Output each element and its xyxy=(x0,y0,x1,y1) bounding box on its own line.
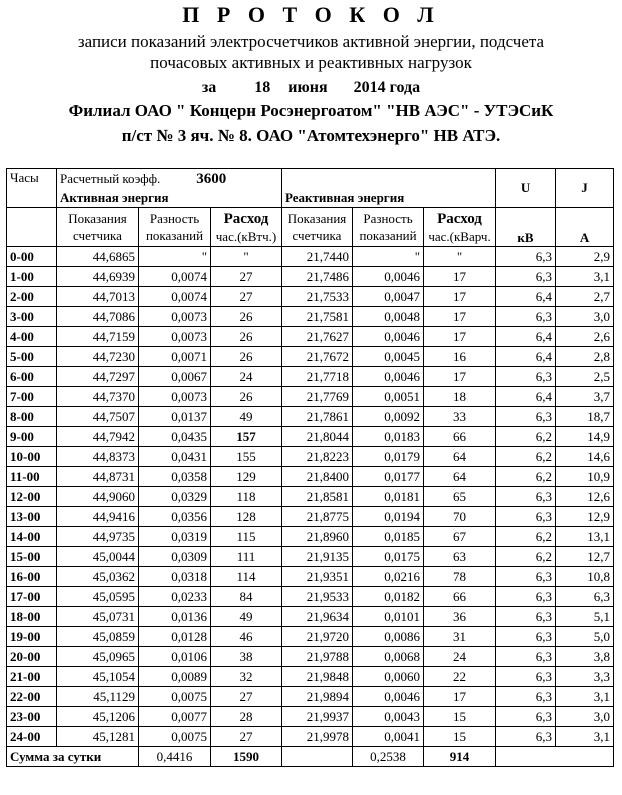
cell-current: 3,1 xyxy=(556,687,614,707)
cell-active-reading: 44,9060 xyxy=(57,487,139,507)
cell-active-flow: 27 xyxy=(211,687,282,707)
cell-active-diff: 0,0136 xyxy=(139,607,211,627)
cell-reactive-reading: 21,7861 xyxy=(282,407,353,427)
cell-reactive-flow: 66 xyxy=(424,587,496,607)
cell-reactive-diff: 0,0182 xyxy=(353,587,424,607)
table-row xyxy=(7,387,614,407)
cell-current: 3,1 xyxy=(556,727,614,747)
cell-active-diff: 0,0073 xyxy=(139,307,211,327)
cell-reactive-diff: 0,0046 xyxy=(353,687,424,707)
cell-reactive-reading: 21,7486 xyxy=(282,267,353,287)
cell-reactive-flow: 66 xyxy=(424,427,496,447)
cell-active-diff: 0,0106 xyxy=(139,647,211,667)
cell-voltage: 6,3 xyxy=(496,607,556,627)
cell-active-reading: 45,0044 xyxy=(57,547,139,567)
cell-voltage: 6,3 xyxy=(496,507,556,527)
table-row xyxy=(7,267,614,287)
cell-reactive-flow: 15 xyxy=(424,727,496,747)
hours-header: Часы xyxy=(7,169,57,208)
cell-reactive-flow: 65 xyxy=(424,487,496,507)
subtitle-line-1: записи показаний электросчетчиков активной энергии, подсчета xyxy=(77,32,545,51)
total-empty-uj xyxy=(496,747,614,767)
total-active-flow: 1590 xyxy=(211,747,282,767)
cell-active-reading: 44,7230 xyxy=(57,347,139,367)
cell-reactive-flow: 17 xyxy=(424,307,496,327)
cell-voltage: 6,3 xyxy=(496,567,556,587)
cell-current: 13,1 xyxy=(556,527,614,547)
cell-active-diff: 0,0074 xyxy=(139,267,211,287)
cell-reactive-flow: 17 xyxy=(424,267,496,287)
cell-active-reading: 44,8731 xyxy=(57,467,139,487)
cell-active-diff: 0,0356 xyxy=(139,507,211,527)
cell-current: 3,0 xyxy=(556,707,614,727)
cell-reactive-diff: 0,0068 xyxy=(353,647,424,667)
cell-active-flow: 26 xyxy=(211,387,282,407)
cell-current: 3,0 xyxy=(556,307,614,327)
cell-reactive-diff: 0,0177 xyxy=(353,467,424,487)
cell-reactive-diff: 0,0041 xyxy=(353,727,424,747)
cell-current: 14,9 xyxy=(556,427,614,447)
cell-active-reading: 44,6865 xyxy=(57,247,139,267)
cell-active-diff: 0,0358 xyxy=(139,467,211,487)
cell-hour: 8-00 xyxy=(7,407,57,427)
cell-hour: 9-00 xyxy=(7,427,57,447)
table-row xyxy=(7,327,614,347)
cell-active-flow: 84 xyxy=(211,587,282,607)
coef-cell xyxy=(57,169,282,189)
cell-reactive-diff: " xyxy=(353,247,424,267)
cell-active-reading: 44,7013 xyxy=(57,287,139,307)
table-row xyxy=(7,447,614,467)
cell-active-reading: 45,0859 xyxy=(57,627,139,647)
cell-hour: 7-00 xyxy=(7,387,57,407)
cell-hour: 10-00 xyxy=(7,447,57,467)
cell-reactive-reading: 21,7769 xyxy=(282,387,353,407)
cell-active-reading: 45,1129 xyxy=(57,687,139,707)
cell-reactive-diff: 0,0043 xyxy=(353,707,424,727)
cell-hour: 3-00 xyxy=(7,307,57,327)
coef-value: 3600 xyxy=(196,170,227,187)
cell-reactive-reading: 21,9894 xyxy=(282,687,353,707)
cell-active-reading: 44,7507 xyxy=(57,407,139,427)
cell-reactive-reading: 21,7533 xyxy=(282,287,353,307)
protocol-title: П Р О Т О К О Л xyxy=(182,2,440,27)
cell-active-flow: 28 xyxy=(211,707,282,727)
cell-active-reading: 44,7159 xyxy=(57,327,139,347)
cell-reactive-diff: 0,0051 xyxy=(353,387,424,407)
cell-reactive-reading: 21,9848 xyxy=(282,667,353,687)
cell-voltage: 6,2 xyxy=(496,547,556,567)
cell-reactive-reading: 21,7672 xyxy=(282,347,353,367)
cell-voltage: 6,4 xyxy=(496,347,556,367)
total-reactive-flow: 914 xyxy=(424,747,496,767)
cell-reactive-diff: 0,0048 xyxy=(353,307,424,327)
cell-reactive-reading: 21,8775 xyxy=(282,507,353,527)
cell-active-flow: 111 xyxy=(211,547,282,567)
cell-hour: 14-00 xyxy=(7,527,57,547)
cell-hour: 11-00 xyxy=(7,467,57,487)
table-row xyxy=(7,507,614,527)
cell-hour: 19-00 xyxy=(7,627,57,647)
cell-active-flow: 32 xyxy=(211,667,282,687)
cell-active-reading: 45,0731 xyxy=(57,607,139,627)
cell-voltage: 6,2 xyxy=(496,447,556,467)
cell-active-flow: 49 xyxy=(211,407,282,427)
cell-active-diff: 0,0074 xyxy=(139,287,211,307)
date-year: 2014 года xyxy=(353,79,421,96)
cell-reactive-flow: 18 xyxy=(424,387,496,407)
cell-reactive-diff: 0,0185 xyxy=(353,527,424,547)
cell-hour: 24-00 xyxy=(7,727,57,747)
cell-reactive-diff: 0,0179 xyxy=(353,447,424,467)
cell-active-reading: 45,0595 xyxy=(57,587,139,607)
cell-active-diff: 0,0075 xyxy=(139,727,211,747)
cell-hour: 23-00 xyxy=(7,707,57,727)
cell-reactive-flow: 33 xyxy=(424,407,496,427)
cell-active-diff: 0,0089 xyxy=(139,667,211,687)
cell-reactive-reading: 21,7440 xyxy=(282,247,353,267)
table-row xyxy=(7,727,614,747)
reactive-readings-header: Показания счетчика xyxy=(282,208,353,247)
cell-reactive-diff: 0,0101 xyxy=(353,607,424,627)
cell-voltage: 6,3 xyxy=(496,367,556,387)
cell-voltage: 6,3 xyxy=(496,587,556,607)
cell-active-flow: " xyxy=(211,247,282,267)
cell-reactive-diff: 0,0216 xyxy=(353,567,424,587)
cell-hour: 15-00 xyxy=(7,547,57,567)
cell-active-reading: 45,1054 xyxy=(57,667,139,687)
active-flow-header: Расход час.(кВтч.) xyxy=(211,208,282,247)
u-header: U xyxy=(496,169,556,208)
cell-active-diff: 0,0318 xyxy=(139,567,211,587)
cell-reactive-diff: 0,0060 xyxy=(353,667,424,687)
cell-hour: 16-00 xyxy=(7,567,57,587)
u-unit: кВ xyxy=(496,208,556,247)
total-active-diff: 0,4416 xyxy=(139,747,211,767)
total-empty xyxy=(282,747,353,767)
total-reactive-diff: 0,2538 xyxy=(353,747,424,767)
subtitle-line-2: почасовых активных и реактивных нагрузок xyxy=(150,53,472,72)
cell-reactive-diff: 0,0092 xyxy=(353,407,424,427)
total-row xyxy=(7,747,614,767)
cell-active-flow: 155 xyxy=(211,447,282,467)
j-unit: А xyxy=(556,208,614,247)
cell-active-reading: 45,0965 xyxy=(57,647,139,667)
cell-active-reading: 44,9735 xyxy=(57,527,139,547)
substation-line: п/ст № 3 яч. № 8. ОАО "Атомтехэнерго" НВ АТЭ. xyxy=(121,126,501,145)
cell-hour: 17-00 xyxy=(7,587,57,607)
cell-voltage: 6,3 xyxy=(496,487,556,507)
cell-voltage: 6,3 xyxy=(496,707,556,727)
cell-reactive-diff: 0,0045 xyxy=(353,347,424,367)
table-row xyxy=(7,527,614,547)
cell-reactive-diff: 0,0183 xyxy=(353,427,424,447)
table-row xyxy=(7,307,614,327)
cell-current: 10,9 xyxy=(556,467,614,487)
cell-reactive-reading: 21,8581 xyxy=(282,487,353,507)
active-energy-header: Активная энергия xyxy=(57,188,282,208)
cell-active-diff: 0,0435 xyxy=(139,427,211,447)
total-label: Сумма за сутки xyxy=(7,747,139,767)
date-month: июня xyxy=(288,79,328,96)
cell-reactive-flow: 15 xyxy=(424,707,496,727)
cell-reactive-flow: 64 xyxy=(424,447,496,467)
cell-active-reading: 45,1206 xyxy=(57,707,139,727)
cell-active-reading: 44,9416 xyxy=(57,507,139,527)
cell-active-flow: 115 xyxy=(211,527,282,547)
cell-voltage: 6,4 xyxy=(496,387,556,407)
cell-active-flow: 129 xyxy=(211,467,282,487)
cell-reactive-reading: 21,9351 xyxy=(282,567,353,587)
reactive-top-cell xyxy=(282,169,496,189)
cell-current: 6,3 xyxy=(556,587,614,607)
cell-hour: 22-00 xyxy=(7,687,57,707)
cell-active-flow: 128 xyxy=(211,507,282,527)
cell-reactive-reading: 21,9533 xyxy=(282,587,353,607)
table-row xyxy=(7,607,614,627)
cell-voltage: 6,3 xyxy=(496,307,556,327)
cell-active-flow: 27 xyxy=(211,267,282,287)
cell-reactive-diff: 0,0046 xyxy=(353,367,424,387)
cell-active-diff: 0,0071 xyxy=(139,347,211,367)
cell-active-diff: 0,0067 xyxy=(139,367,211,387)
reactive-energy-header: Реактивная энергия xyxy=(282,188,496,208)
cell-current: 12,6 xyxy=(556,487,614,507)
table-row xyxy=(7,407,614,427)
cell-current: 10,8 xyxy=(556,567,614,587)
cell-reactive-reading: 21,9937 xyxy=(282,707,353,727)
cell-active-flow: 157 xyxy=(211,427,282,447)
reactive-flow-header: Расход час.(кВарч. xyxy=(424,208,496,247)
table-row xyxy=(7,487,614,507)
cell-active-diff: 0,0073 xyxy=(139,387,211,407)
cell-active-diff: 0,0073 xyxy=(139,327,211,347)
cell-active-reading: 44,7942 xyxy=(57,427,139,447)
reactive-diff-header: Разность показаний xyxy=(353,208,424,247)
date-line xyxy=(0,79,622,97)
date-za: за xyxy=(201,79,217,96)
cell-reactive-flow: 16 xyxy=(424,347,496,367)
cell-active-reading: 44,8373 xyxy=(57,447,139,467)
cell-active-reading: 44,6939 xyxy=(57,267,139,287)
cell-voltage: 6,3 xyxy=(496,247,556,267)
cell-active-flow: 26 xyxy=(211,347,282,367)
cell-active-flow: 27 xyxy=(211,727,282,747)
cell-active-flow: 26 xyxy=(211,307,282,327)
cell-active-diff: 0,0319 xyxy=(139,527,211,547)
cell-reactive-flow: 17 xyxy=(424,687,496,707)
cell-current: 14,6 xyxy=(556,447,614,467)
cell-reactive-flow: 63 xyxy=(424,547,496,567)
table-row xyxy=(7,667,614,687)
cell-active-flow: 26 xyxy=(211,327,282,347)
cell-reactive-flow: 78 xyxy=(424,567,496,587)
readings-table xyxy=(6,168,614,767)
cell-hour: 20-00 xyxy=(7,647,57,667)
active-diff-header: Разность показаний xyxy=(139,208,211,247)
cell-current: 2,6 xyxy=(556,327,614,347)
cell-reactive-flow: 17 xyxy=(424,287,496,307)
cell-active-diff: 0,0128 xyxy=(139,627,211,647)
cell-current: 12,9 xyxy=(556,507,614,527)
cell-voltage: 6,4 xyxy=(496,287,556,307)
table-row xyxy=(7,367,614,387)
cell-active-flow: 49 xyxy=(211,607,282,627)
date-day: 18 xyxy=(254,79,271,96)
cell-reactive-reading: 21,7718 xyxy=(282,367,353,387)
cell-reactive-flow: 70 xyxy=(424,507,496,527)
cell-reactive-flow: 17 xyxy=(424,367,496,387)
cell-reactive-reading: 21,8960 xyxy=(282,527,353,547)
cell-active-reading: 45,0362 xyxy=(57,567,139,587)
cell-reactive-reading: 21,9720 xyxy=(282,627,353,647)
cell-reactive-diff: 0,0175 xyxy=(353,547,424,567)
cell-active-diff: 0,0233 xyxy=(139,587,211,607)
cell-voltage: 6,3 xyxy=(496,727,556,747)
cell-current: 5,1 xyxy=(556,607,614,627)
cell-current: 12,7 xyxy=(556,547,614,567)
cell-active-reading: 44,7297 xyxy=(57,367,139,387)
cell-reactive-reading: 21,7627 xyxy=(282,327,353,347)
cell-reactive-diff: 0,0046 xyxy=(353,327,424,347)
cell-reactive-reading: 21,9135 xyxy=(282,547,353,567)
cell-active-diff: 0,0309 xyxy=(139,547,211,567)
cell-active-reading: 44,7086 xyxy=(57,307,139,327)
cell-reactive-diff: 0,0194 xyxy=(353,507,424,527)
cell-hour: 6-00 xyxy=(7,367,57,387)
cell-active-diff: 0,0137 xyxy=(139,407,211,427)
cell-reactive-reading: 21,9788 xyxy=(282,647,353,667)
cell-voltage: 6,3 xyxy=(496,627,556,647)
table-row xyxy=(7,567,614,587)
cell-active-reading: 45,1281 xyxy=(57,727,139,747)
cell-current: 2,9 xyxy=(556,247,614,267)
cell-reactive-flow: 36 xyxy=(424,607,496,627)
j-header: J xyxy=(556,169,614,208)
table-row xyxy=(7,647,614,667)
cell-voltage: 6,3 xyxy=(496,687,556,707)
table-row xyxy=(7,547,614,567)
cell-voltage: 6,2 xyxy=(496,467,556,487)
cell-voltage: 6,3 xyxy=(496,407,556,427)
cell-active-reading: 44,7370 xyxy=(57,387,139,407)
cell-current: 18,7 xyxy=(556,407,614,427)
cell-current: 2,5 xyxy=(556,367,614,387)
cell-current: 3,3 xyxy=(556,667,614,687)
cell-hour: 18-00 xyxy=(7,607,57,627)
cell-hour: 2-00 xyxy=(7,287,57,307)
cell-active-flow: 114 xyxy=(211,567,282,587)
table-row xyxy=(7,687,614,707)
cell-reactive-flow: 24 xyxy=(424,647,496,667)
cell-active-diff: 0,0329 xyxy=(139,487,211,507)
cell-reactive-reading: 21,8044 xyxy=(282,427,353,447)
cell-reactive-diff: 0,0086 xyxy=(353,627,424,647)
cell-hour: 1-00 xyxy=(7,267,57,287)
cell-reactive-flow: 17 xyxy=(424,327,496,347)
cell-reactive-reading: 21,8223 xyxy=(282,447,353,467)
cell-reactive-flow: 31 xyxy=(424,627,496,647)
cell-hour: 5-00 xyxy=(7,347,57,367)
cell-reactive-diff: 0,0046 xyxy=(353,267,424,287)
cell-reactive-diff: 0,0047 xyxy=(353,287,424,307)
cell-reactive-flow: 67 xyxy=(424,527,496,547)
table-row xyxy=(7,707,614,727)
cell-current: 2,8 xyxy=(556,347,614,367)
cell-hour: 0-00 xyxy=(7,247,57,267)
cell-active-diff: " xyxy=(139,247,211,267)
cell-current: 2,7 xyxy=(556,287,614,307)
cell-reactive-diff: 0,0181 xyxy=(353,487,424,507)
table-row xyxy=(7,587,614,607)
hours-subheader xyxy=(7,208,57,247)
cell-reactive-reading: 21,7581 xyxy=(282,307,353,327)
cell-current: 3,1 xyxy=(556,267,614,287)
table-row xyxy=(7,247,614,267)
cell-active-flow: 118 xyxy=(211,487,282,507)
cell-voltage: 6,4 xyxy=(496,327,556,347)
cell-reactive-reading: 21,9978 xyxy=(282,727,353,747)
table-row xyxy=(7,467,614,487)
table-row xyxy=(7,287,614,307)
cell-active-diff: 0,0075 xyxy=(139,687,211,707)
cell-active-flow: 24 xyxy=(211,367,282,387)
table-row xyxy=(7,427,614,447)
cell-active-flow: 38 xyxy=(211,647,282,667)
active-readings-header: Показания счетчика xyxy=(57,208,139,247)
cell-voltage: 6,3 xyxy=(496,267,556,287)
cell-active-flow: 46 xyxy=(211,627,282,647)
cell-active-diff: 0,0077 xyxy=(139,707,211,727)
cell-current: 3,7 xyxy=(556,387,614,407)
cell-hour: 21-00 xyxy=(7,667,57,687)
cell-current: 5,0 xyxy=(556,627,614,647)
cell-hour: 12-00 xyxy=(7,487,57,507)
cell-voltage: 6,3 xyxy=(496,667,556,687)
cell-reactive-reading: 21,8400 xyxy=(282,467,353,487)
table-row xyxy=(7,347,614,367)
cell-hour: 13-00 xyxy=(7,507,57,527)
cell-voltage: 6,2 xyxy=(496,527,556,547)
coef-label: Расчетный коэфф. xyxy=(60,170,161,186)
cell-reactive-flow: 64 xyxy=(424,467,496,487)
cell-active-flow: 27 xyxy=(211,287,282,307)
cell-current: 3,8 xyxy=(556,647,614,667)
cell-hour: 4-00 xyxy=(7,327,57,347)
cell-reactive-flow: " xyxy=(424,247,496,267)
cell-reactive-reading: 21,9634 xyxy=(282,607,353,627)
cell-voltage: 6,2 xyxy=(496,427,556,447)
cell-reactive-flow: 22 xyxy=(424,667,496,687)
table-row xyxy=(7,627,614,647)
cell-voltage: 6,3 xyxy=(496,647,556,667)
organization-line: Филиал ОАО " Концерн Росэнергоатом" "НВ АЭС" - УТЭСиК xyxy=(68,101,554,120)
cell-active-diff: 0,0431 xyxy=(139,447,211,467)
